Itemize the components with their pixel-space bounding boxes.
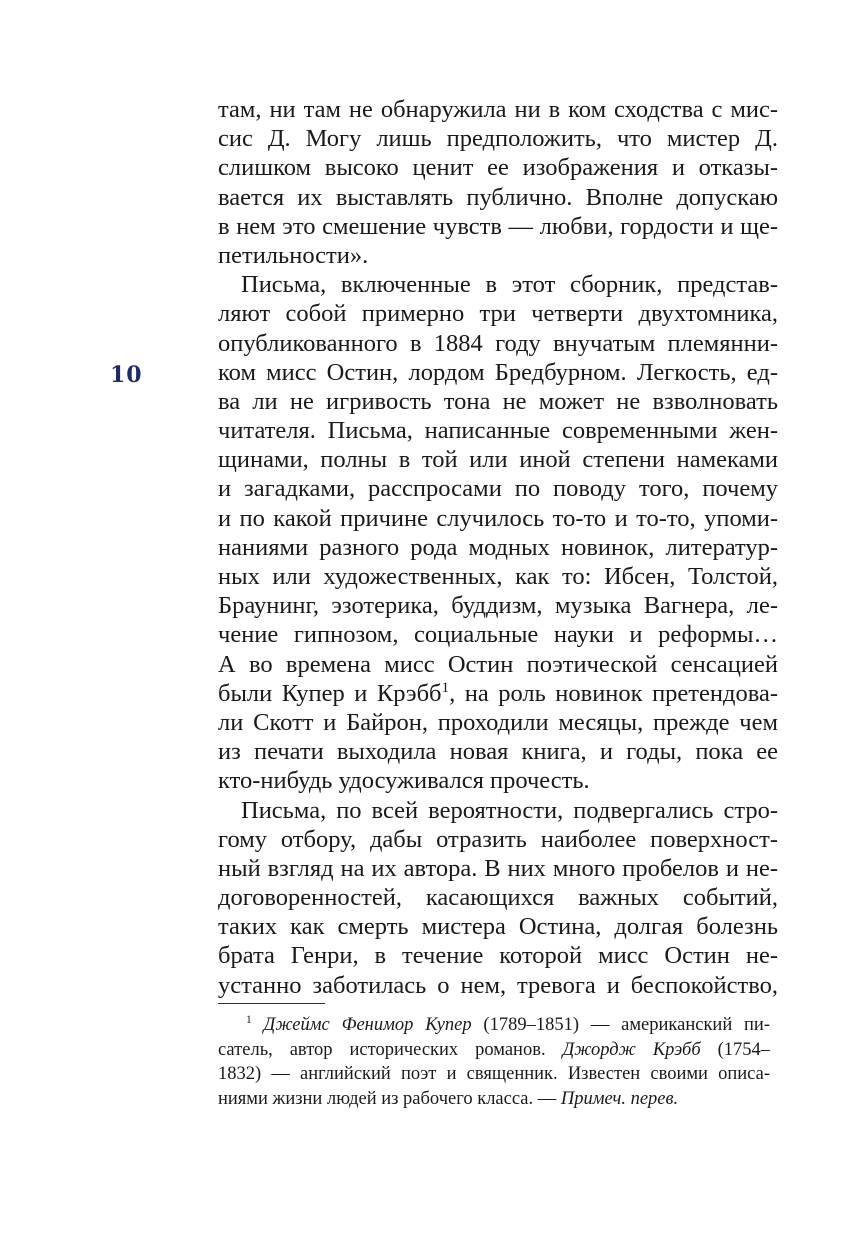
text-line: Письма, включенные в этот сборник, представ- <box>241 271 778 299</box>
footnote-text: сатель, автор исторических романов. <box>218 1039 563 1060</box>
text-line: ли Скотт и Байрон, проходили месяцы, прежде чем <box>218 708 778 736</box>
text-line: там, ни там не обнаружила ни в ком сходства с мис- <box>218 96 778 123</box>
text-line: ляют собой примерно три четверти двухтомника, <box>218 300 778 328</box>
text-segment: были Купер и Крэбб <box>218 679 442 707</box>
text-line: и загадками, расспросами по поводу того, почему <box>218 475 778 503</box>
footnote-line <box>218 1013 770 1038</box>
footnote-text: (1789–1851) — американский пи- <box>471 1015 770 1035</box>
text-line: читателя. Письма, написанные современными жен- <box>218 417 778 445</box>
text-line: из печати выходила новая книга, и годы, пока ее <box>218 738 778 766</box>
text-line: и по какой причине случилось то-то и то-то, упоми- <box>218 504 778 532</box>
footnote <box>218 1013 770 1111</box>
footnote-line <box>218 1087 770 1112</box>
footnote-name: Джордж Крэбб <box>562 1039 701 1060</box>
text-line: гому отбору, дабы отразить наиболее поверхност- <box>218 825 778 853</box>
footnote-reference[interactable]: 1 <box>441 678 450 696</box>
footnote-divider <box>218 1003 325 1004</box>
footnote-text: ниями жизни людей из рабочего класса. — <box>218 1088 561 1109</box>
text-line: договоренностей, касающихся важных событий, <box>218 884 778 912</box>
text-line: сис Д. Могу лишь предположить, что мистер Д. <box>218 125 778 153</box>
text-line: ный взгляд на их автора. В них много пробелов и не- <box>218 854 778 882</box>
text-line: ком мисс Остин, лордом Бредбурном. Легкость, ед- <box>218 358 778 386</box>
text-line: чение гипнозом, социальные науки и реформы… <box>218 621 778 649</box>
text-line: А во времена мисс Остин поэтической сенсацией <box>218 650 778 678</box>
text-line: щинами, полны в той или иной степени намеками <box>218 446 778 474</box>
body-text <box>218 95 778 1000</box>
text-line: ных или художественных, как то: Ибсен, Толстой, <box>218 563 778 590</box>
footnote-marker: 1 <box>246 1013 252 1026</box>
text-line: таких как смерть мистера Остина, долгая болезнь <box>218 913 778 941</box>
text-line: слишком высоко ценит ее изображения и отказы- <box>218 154 778 182</box>
text-line: брата Генри, в течение которой мисс Остин не- <box>218 942 778 970</box>
text-line: Письма, по всей вероятности, подвергались стро- <box>241 796 778 824</box>
text-line: ва ли не игривость тона не может не взволновать <box>218 387 778 415</box>
text-line: петильности». <box>218 241 369 269</box>
text-line: опубликованного в 1884 году внучатым племянни- <box>218 329 778 357</box>
footnote-note-label: Примеч. перев. <box>560 1088 679 1109</box>
text-line: кто-нибудь удосуживался прочесть. <box>218 767 590 795</box>
text-line: вается их выставлять публично. Вполне допускаю <box>218 183 778 211</box>
footnote-text: (1754– <box>700 1039 771 1060</box>
text-line: Браунинг, эзотерика, буддизм, музыка Вагнера, ле- <box>218 592 778 620</box>
text-line: в нем это смешение чувств — любви, гордости и ще- <box>218 212 778 240</box>
footnote-name: Джеймс Фенимор Купер <box>263 1015 472 1035</box>
text-line: устанно заботилась о нем, тревога и беспокойство, <box>218 971 778 999</box>
page-number: 10 <box>110 362 143 388</box>
text-line: наниями разного рода модных новинок, литератур- <box>218 533 778 561</box>
text-line-with-footnote <box>218 679 778 708</box>
footnote-line <box>218 1038 770 1063</box>
text-segment: , на роль новинок претендова- <box>449 679 778 707</box>
footnote-line: 1832) — английский поэт и священник. Известен своими описа- <box>218 1064 770 1084</box>
